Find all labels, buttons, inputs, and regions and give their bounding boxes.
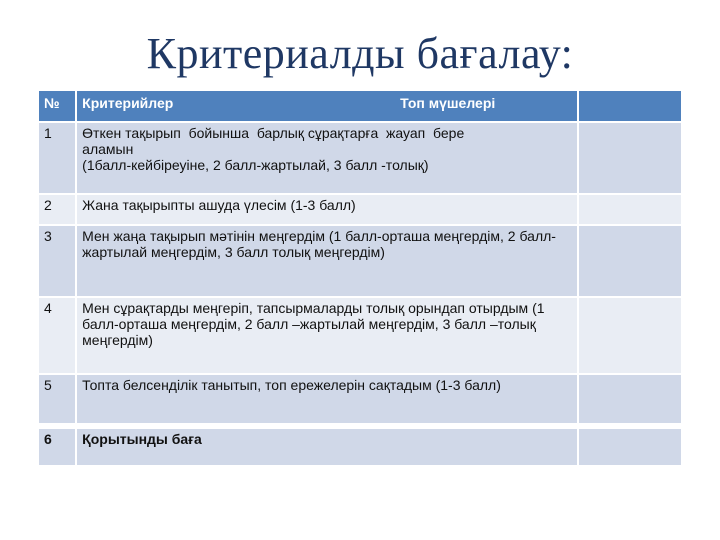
final-label: Қорытынды баға (76, 426, 578, 466)
row-score-cell[interactable] (578, 297, 682, 374)
row-criterion: Мен жаңа тақырып мәтінін меңгердім (1 балл-орташа меңгердім, 2 балл- жартылай меңгердім, 3 балл толық меңгердім) (76, 225, 578, 297)
row-criterion: Топта белсенділік танытып, топ ережелерін сақтадым (1-3 балл) (76, 374, 578, 426)
row-score-cell[interactable] (578, 225, 682, 297)
row-score-cell[interactable] (578, 374, 682, 426)
row-score-cell[interactable] (578, 122, 682, 194)
final-row (38, 426, 682, 466)
row-number: 5 (38, 374, 76, 426)
page-title: Критериалды бағалау: (146, 29, 574, 78)
table-header-row (38, 90, 682, 122)
header-criteria-label: Критерийлер (82, 95, 174, 111)
header-members-label: Топ мүшелері (400, 95, 496, 111)
header-score (578, 90, 682, 122)
final-number: 6 (38, 426, 76, 466)
table-row (38, 122, 682, 194)
row-number: 4 (38, 297, 76, 374)
header-criteria (76, 90, 578, 122)
row-number: 1 (38, 122, 76, 194)
row-criterion: Мен сұрақтарды меңгеріп, тапсырмаларды толық орындап отырдым (1 балл-орташа меңгердім, 2 балл –жартылай меңгердім, 3 балл –толық меңгердім) (76, 297, 578, 374)
table-row (38, 297, 682, 374)
row-number: 3 (38, 225, 76, 297)
row-criterion: Жана тақырыпты ашуда үлесім (1-3 балл) (76, 194, 578, 225)
table-row (38, 225, 682, 297)
criteria-table (37, 89, 683, 467)
row-number: 2 (38, 194, 76, 225)
row-score-cell[interactable] (578, 194, 682, 225)
table-row (38, 374, 682, 426)
final-score-cell[interactable] (578, 426, 682, 466)
table-row (38, 194, 682, 225)
row-criterion: Өткен тақырып бойынша барлық сұрақтарға жауап бере аламын (1балл-кейбіреуіне, 2 балл-жартылай, 3 балл -толық) (76, 122, 578, 194)
header-number: № (38, 90, 76, 122)
